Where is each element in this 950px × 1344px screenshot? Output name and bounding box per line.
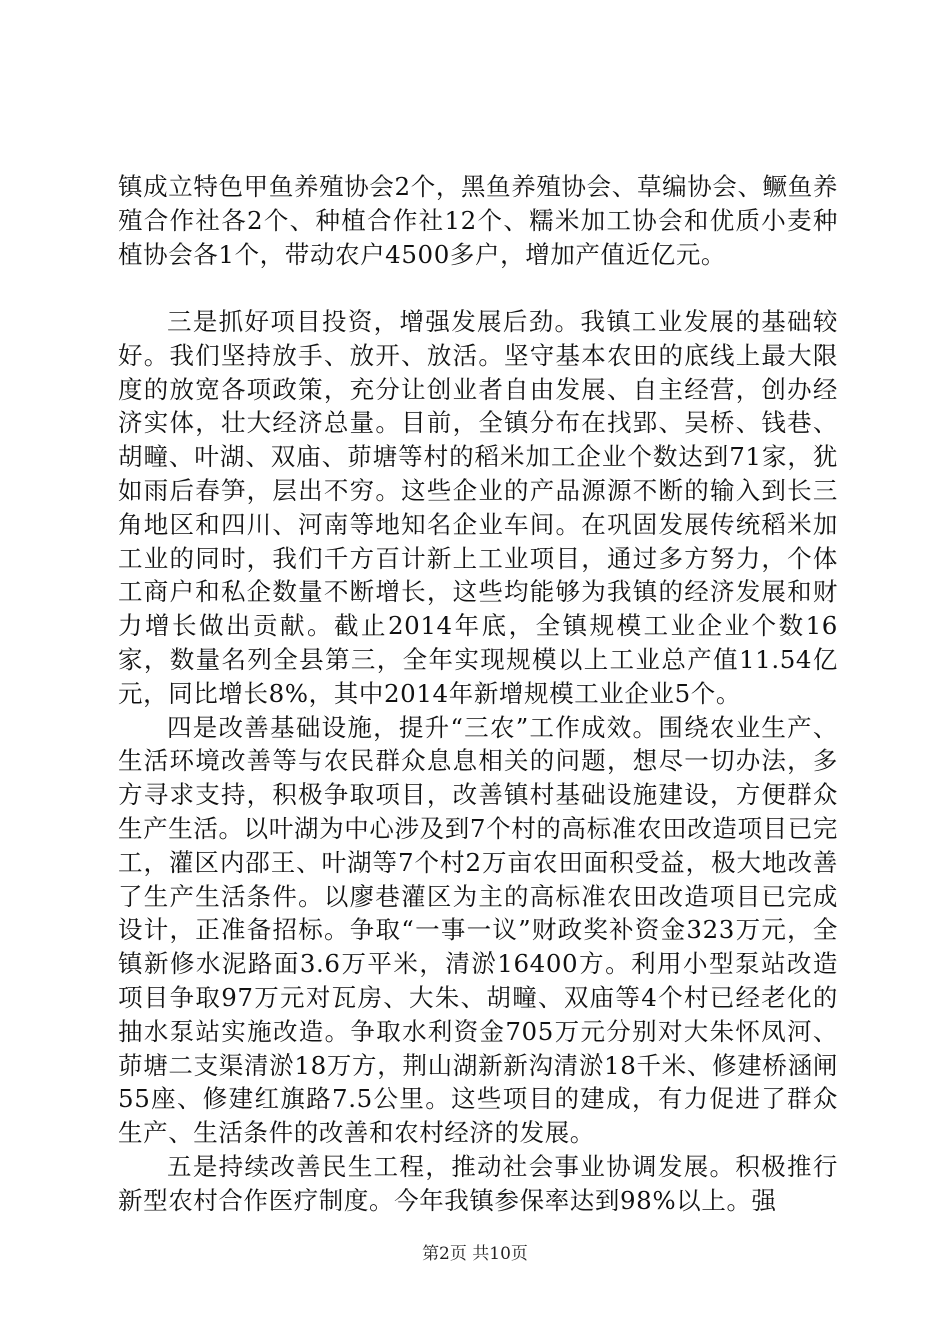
page-footer — [0, 1243, 950, 1265]
text-block-top — [118, 170, 838, 271]
paragraph-livelihood: 五是持续改善民生工程，推动社会事业协调发展。积极推行新型农村合作医疗制度。今年我镇参保率达到98%以上。强 — [118, 1151, 838, 1215]
text-block-main — [118, 305, 838, 1218]
page-number: 第2页 共10页 — [422, 1244, 528, 1264]
paragraph-infrastructure: 四是改善基础设施，提升“三农”工作成效。围绕农业生产、生活环境改善等与农民群众息息相关的问题，想尽一切办法，多方寻求支持，积极争取项目，改善镇村基础设施建设，方便群众生产生活。以叶湖为中心涉及到7个村的高标准农田改造项目已完工，灌区内邵王、叶湖等7个村2万亩农田面积受益，极大地改善了生产生活条件。以廖巷灌区为主的高标准农田改造项目已完成设计，正准备招标。争取“一事一议”财政奖补资金323万元，全镇新修水泥路面3.6万平米，清淤16400方。利用小型泵站改造项目争取97万元对瓦房、大朱、胡疃、双庙等4个村已经老化的抽水泵站实施改造。争取水利资金705万元分别对大朱怀凤河、茆塘二支渠清淤18万方，荆山湖新新沟清淤18千米、修建桥涵闸55座、修建红旗路7.5公里。这些项目的建成，有力促进了群众生产、生活条件的改善和农村经济的发展。 — [118, 712, 838, 1148]
paragraph-continuation: 镇成立特色甲鱼养殖协会2个，黑鱼养殖协会、草编协会、鳜鱼养殖合作社各2个、种植合作社12个、糯米加工协会和优质小麦种植协会各1个，带动农户4500多户，增加产值近亿元。 — [118, 172, 838, 269]
paragraph-project-investment: 三是抓好项目投资，增强发展后劲。我镇工业发展的基础较好。我们坚持放手、放开、放活。坚守基本农田的底线上最大限度的放宽各项政策，充分让创业者自由发展、自主经营，创办经济实体，壮大经济总量。目前，全镇分布在找郢、吴桥、钱巷、胡疃、叶湖、双庙、茆塘等村的稻米加工企业个数达到71家，犹如雨后春笋，层出不穷。这些企业的产品源源不断的输入到长三角地区和四川、河南等地知名企业车间。在巩固发展传统稻米加工业的同时，我们千方百计新上工业项目，通过多方努力，个体工商户和私企数量不断增长，这些均能够为我镇的经济发展和财力增长做出贡献。截止2014年底，全镇规模工业企业个数16家，数量名列全县第三，全年实现规模以上工业总产值11.54亿元，同比增长8%，其中2014年新增规模工业企业5个。 — [118, 307, 838, 708]
